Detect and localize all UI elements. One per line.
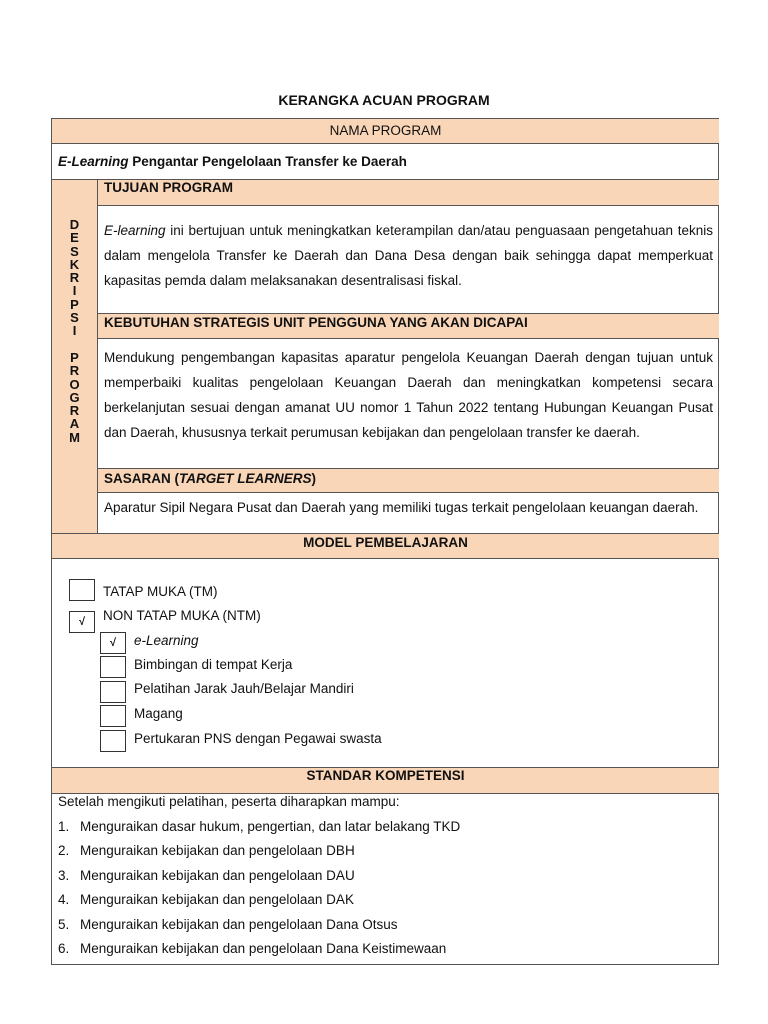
magang-label: Magang	[134, 706, 183, 721]
kebutuhan-body	[98, 339, 719, 469]
sasaran-header-italic: TARGET LEARNERS	[179, 471, 312, 486]
standar-item-num: 6.	[58, 941, 70, 956]
deskripsi-label-letter: R	[69, 363, 80, 379]
model-header: MODEL PEMBELAJARAN	[52, 534, 719, 559]
sasaran-header-suffix: )	[311, 471, 317, 486]
deskripsi-label-letter: P	[70, 296, 79, 312]
deskripsi-label-letter: A	[69, 416, 80, 432]
standar-item-text: Menguraikan kebijakan dan pengelolaan DAU	[80, 868, 355, 883]
pelatihan-jarak-jauh-label: Pelatihan Jarak Jauh/Belajar Mandiri	[134, 681, 354, 696]
model-body	[52, 559, 719, 768]
sasaran-body: Aparatur Sipil Negara Pusat dan Daerah yang memiliki tugas terkait pengelolaan keuangan daerah.	[98, 493, 719, 534]
elearning-checkbox[interactable]: √	[100, 632, 126, 654]
deskripsi-program-column	[52, 180, 98, 534]
document-title: KERANGKA ACUAN PROGRAM	[278, 92, 490, 108]
deskripsi-label-letter: O	[69, 376, 80, 392]
standar-intro: Setelah mengikuti pelatihan, peserta diharapkan mampu:	[58, 794, 400, 809]
sasaran-header-prefix: SASARAN (	[104, 471, 180, 486]
non-tatap-muka-checkbox[interactable]: √	[69, 611, 95, 633]
deskripsi-label-letter: D	[69, 217, 80, 232]
elearning-label: e-Learning	[134, 633, 199, 648]
standar-item	[58, 819, 460, 834]
nama-program-value	[52, 144, 719, 180]
standar-item-text: Menguraikan kebijakan dan pengelolaan DAK	[80, 892, 354, 907]
tujuan-text	[98, 218, 719, 293]
standar-item	[58, 941, 446, 956]
program-frame	[51, 118, 719, 965]
deskripsi-label-letter	[52, 338, 97, 351]
deskripsi-label-letter: E	[70, 230, 79, 246]
standar-header: STANDAR KOMPETENSI	[52, 768, 719, 794]
tujuan-text-rest: ini bertujuan untuk meningkatkan keterampilan dan/atau penguasaan pengetahuan teknis dalam mengelola Transfer ke Daerah dan Dana Desa dengan baik sehingga dapat memperkuat kapasitas pemda dalam melaksanakan desentralisasi fiskal.	[104, 223, 713, 288]
standar-item-text: Menguraikan kebijakan dan pengelolaan Dana Otsus	[80, 917, 398, 932]
standar-item-text: Menguraikan kebijakan dan pengelolaan Dana Keistimewaan	[80, 941, 447, 956]
deskripsi-label-letter: K	[69, 256, 80, 272]
tujuan-body	[98, 206, 719, 314]
standar-item-text: Menguraikan dasar hukum, pengertian, dan latar belakang TKD	[80, 819, 461, 834]
deskripsi-label-letter: P	[70, 349, 79, 365]
tatap-muka-label: TATAP MUKA (TM)	[103, 584, 218, 599]
kebutuhan-header: KEBUTUHAN STRATEGIS UNIT PENGGUNA YANG AKAN DICAPAI	[98, 314, 719, 339]
pertukaran-pns-checkbox[interactable]	[100, 730, 126, 752]
sasaran-header	[98, 469, 719, 493]
deskripsi-label-letter: S	[70, 243, 79, 259]
deskripsi-label-letter: S	[70, 310, 79, 326]
bimbingan-checkbox[interactable]	[100, 656, 126, 678]
standar-item	[58, 868, 355, 883]
deskripsi-label-letter: R	[69, 403, 80, 419]
standar-item	[58, 843, 355, 858]
tujuan-text-italic: E-learning	[104, 223, 166, 238]
deskripsi-label-letter: M	[69, 429, 80, 445]
deskripsi-label-letter: R	[69, 270, 80, 286]
deskripsi-label-letter: I	[72, 323, 77, 339]
standar-item-num: 3.	[58, 868, 70, 883]
deskripsi-program-label	[52, 218, 97, 444]
standar-body	[52, 794, 719, 964]
standar-item-num: 1.	[58, 819, 70, 834]
pertukaran-pns-label: Pertukaran PNS dengan Pegawai swasta	[134, 731, 382, 746]
nama-program-value-italic: E-Learning	[58, 154, 129, 169]
pelatihan-jarak-jauh-checkbox[interactable]	[100, 681, 126, 703]
standar-item	[58, 892, 354, 907]
standar-item-text: Menguraikan kebijakan dan pengelolaan DBH	[80, 843, 355, 858]
standar-item-num: 2.	[58, 843, 70, 858]
tatap-muka-checkbox[interactable]	[69, 579, 95, 601]
deskripsi-label-letter: G	[69, 389, 80, 405]
magang-checkbox[interactable]	[100, 705, 126, 727]
bimbingan-label: Bimbingan di tempat Kerja	[134, 657, 293, 672]
standar-item-num: 5.	[58, 917, 70, 932]
standar-item	[58, 917, 397, 932]
nama-program-value-rest: Pengantar Pengelolaan Transfer ke Daerah	[128, 154, 407, 169]
tujuan-header: TUJUAN PROGRAM	[98, 180, 719, 206]
standar-item-num: 4.	[58, 892, 70, 907]
non-tatap-muka-label: NON TATAP MUKA (NTM)	[103, 608, 261, 623]
kebutuhan-text: Mendukung pengembangan kapasitas aparatur pengelola Keuangan Daerah dengan tujuan untuk memperbaiki kualitas pengelolaan Keuangan Daerah dan meningkatkan kompetensi secara berkelanjutan sesuai dengan amanat UU nomor 1 Tahun 2022 tentang Hubungan Keuangan Pusat dan Daerah, khususnya terkait perumusan kebijakan dan pengelolaan transfer ke daerah.	[104, 350, 713, 440]
nama-program-header: NAMA PROGRAM	[52, 119, 719, 144]
deskripsi-label-letter: I	[72, 283, 77, 299]
